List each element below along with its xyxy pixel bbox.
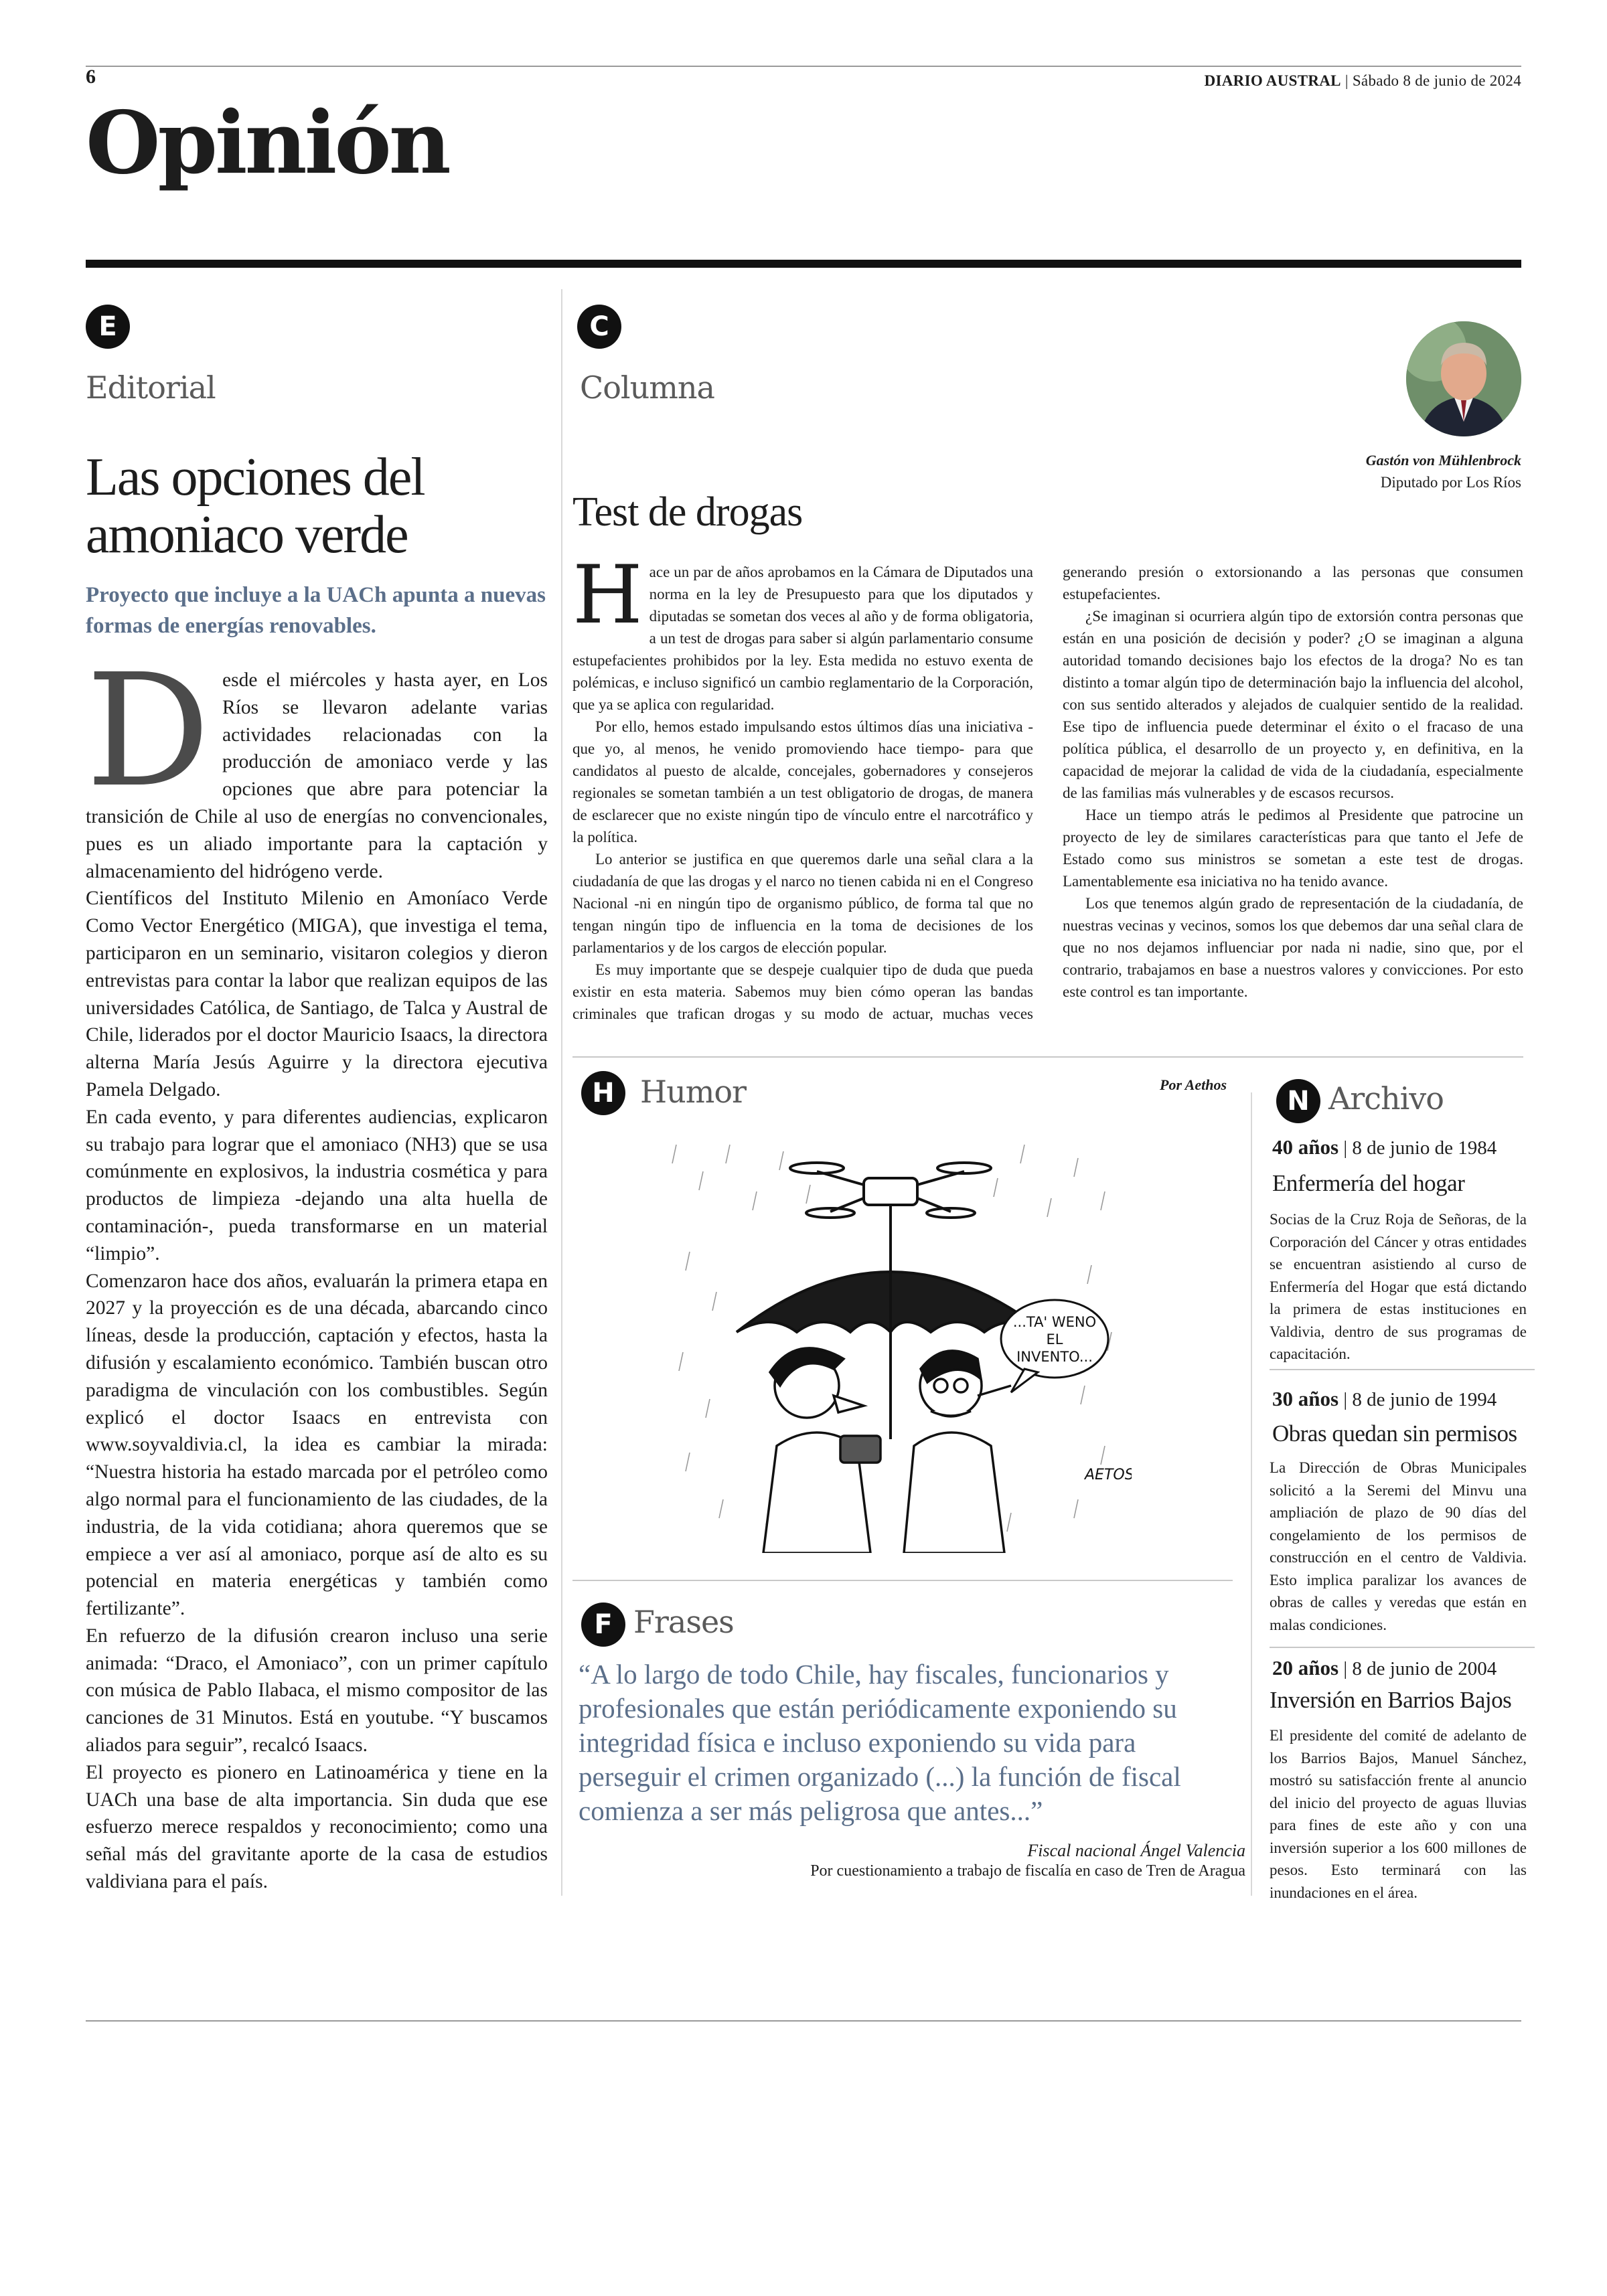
- editorial-dropcap: D: [86, 641, 211, 821]
- archivo-item-title: Obras quedan sin permisos: [1272, 1420, 1517, 1447]
- column-divider: [561, 289, 562, 1896]
- section-title: Opinión: [86, 93, 449, 193]
- section-divider: [572, 1056, 1523, 1058]
- editorial-paragraph: Científicos del Instituto Milenio en Amoníaco Verde Como Vector Energético (MIGA), que investiga el tema, participaron en un seminario, visitaron colegios y dieron entrevistas para contar la labor que realizan equipos de las universidades Católica, de Santiago, de Talca y Austral de Chile, liderados por el doctor Mauricio Isaacs, la directora alterna María Jesús Aguirre y la directora ejecutiva Pamela Delgado.: [86, 888, 548, 1100]
- quote-context: Por cuestionamiento a trabajo de fiscalía en caso de Tren de Aragua: [810, 1862, 1245, 1880]
- cartoon-drawing: [663, 1131, 1132, 1553]
- section-divider: [572, 1580, 1233, 1581]
- top-rule: [86, 66, 1521, 67]
- humor-credit: Por Aethos: [1160, 1076, 1227, 1093]
- column-paragraph: Hace un tiempo atrás le pedimos al Presidente que patrocine un proyecto de ley de similares características para que tanto el Jefe de Estado como sus ministros se sometan a este test de drogas. Lamentablemente esa iniciativa no ha tenido avance.: [1063, 807, 1523, 890]
- editorial-paragraph: El proyecto es pionero en Latinoamérica y tiene en la UACh una base de alta importancia. Sin duda que ese esfuerzo merece respaldos y reconocimiento; como una señal más del gravitante aporte de la casa de estudios valdiviana para el país.: [86, 1761, 548, 1893]
- frases-kicker: Frases: [633, 1604, 734, 1640]
- editorial-paragraph: En cada evento, y para diferentes audiencias, explicaron su trabajo para lograr que el amoniaco (NH3) que se usa comúnmente en explosivos, la industria cosmética y para productos de limpieza -dejando una alta huella de contaminación-, pueda transformarse en un material “limpio”.: [86, 1106, 548, 1264]
- speech-line: ...TA' WENO: [1012, 1314, 1097, 1330]
- column-paragraph: Lo anterior se justifica en que queremos darle una señal clara a la ciudadanía de que las drogas y el narco no tienen cabida ni en el Congreso Nacional -ni en ningún tipo de organismo público, de forma tal que no tengan ningún tipo de influencia en la toma de decisiones de los parlamentarios y de los cargos de elección popular.: [572, 851, 1033, 956]
- page-number: 6: [86, 66, 96, 88]
- quote-author: Fiscal nacional Ángel Valencia: [1027, 1841, 1245, 1860]
- archivo-rule: [1270, 1369, 1535, 1370]
- column-badge: C: [577, 305, 621, 349]
- author-role: Diputado por Los Ríos: [1380, 474, 1521, 491]
- archivo-item-text: La Dirección de Obras Municipales solicitó a la Seremi del Minvu una ampliación de plazo de 90 días del congelamiento de los permisos de construcción en el centro de Valdivia. Esto implica paralizar los avances de obras de calles y veredas que están en malas condiciones.: [1270, 1459, 1527, 1633]
- column-kicker: Columna: [580, 370, 714, 406]
- bottom-rule: [86, 2020, 1521, 2022]
- masthead-separator: |: [1341, 72, 1353, 89]
- author-name: Gastón von Mühlenbrock: [1365, 452, 1521, 469]
- cartoon-signature: AETOS: [1085, 1467, 1132, 1483]
- humor-kicker: Humor: [640, 1074, 747, 1110]
- editorial-headline: Las opciones del amoniaco verde: [86, 448, 425, 564]
- archivo-rule: [1270, 1647, 1535, 1648]
- column-paragraph: Los que tenemos algún grado de representación de la ciudadanía, de nuestras vecinas y vecinos, somos los que debemos dar una señal clara de que no nos dejamos influenciar por nada ni nadie, sino que, por el contrario, trabajamos en base a nuestros valores y convicciones. Por esto este control es tan importante.: [1063, 895, 1523, 1000]
- column-dropcap: H: [572, 549, 643, 642]
- archivo-item-text: El presidente del comité de adelanto de los Barrios Bajos, Manuel Sánchez, mostró su satisfacción frente al anuncio del inicio del proyecto de aguas lluvias para fines de este año y con una inversión superior a los 600 millones de pesos. Esto terminará con las inundaciones en el área.: [1270, 1727, 1527, 1901]
- editorial-body: [86, 641, 548, 1896]
- author-photo: [1406, 321, 1521, 436]
- archivo-kicker: Archivo: [1328, 1080, 1444, 1117]
- archivo-item-date: 30 años | 8 de junio de 1994: [1272, 1387, 1497, 1410]
- frases-badge: F: [581, 1603, 625, 1647]
- publication-name: DIARIO AUSTRAL: [1204, 72, 1341, 89]
- archivo-item-text: Socias de la Cruz Roja de Señoras, de la Corporación del Cáncer y otras entidades se encuentran asistiendo al curso de Enfermería del Hogar que está dictando la primera de estas instituciones en Valdivia, dentro de sus programas de capacitación.: [1270, 1211, 1527, 1362]
- column-paragraph: ¿Se imaginan si ocurriera algún tipo de extorsión contra personas que están en una posición de decisión y poder? ¿O se imaginan a alguna autoridad tomando decisiones bajo los efectos de la droga? No es tan distinto a tomar algún tipo de determinación bajo la influencia del alcohol, con sus sentido alterados y alejados de cualquier sentido de la realidad. Ese tipo de influencia puede determinar el éxito o el fracaso de una política pública, el desarrollo de un proyecto y, en definitiva, en la capacidad de mejorar la calidad de vida de la ciudadanía, especialmente de las familias más vulnerables y de escasos recursos.: [1063, 608, 1523, 801]
- humor-badge: H: [581, 1071, 625, 1115]
- section-rule: [86, 260, 1521, 268]
- archivo-item-date: 20 años | 8 de junio de 2004: [1272, 1656, 1497, 1679]
- editorial-paragraph: Comenzaron hace dos años, evaluarán la primera etapa en 2027 y la proyección es de una década, abarcando cinco líneas, desde la producción, captación y efectos, hasta la difusión y escalamiento económico. También buscan otro paradigma de vinculación con los combustibles. Según explicó el doctor Isaacs en entrevista con www.soyvaldivia.cl, la idea es cambiar la mirada: “Nuestra historia ha estado marcada por el petróleo como algo normal para el funcionamiento de las ciudades, de la industria, de la vida cotidiana; ahora queremos que se empiece a ver así al amoniaco, porque así de alto es su potencial en materia energéticas y también como fertilizante”.: [86, 1270, 548, 1620]
- featured-quote: “A lo largo de todo Chile, hay fiscales, funcionarios y profesionales que están periódicamente exponiendo su integridad física e incluso exponiendo su vida para perseguir el crimen organizado (...) la función de fiscal comienza a ser más peligrosa que antes...”: [579, 1659, 1181, 1826]
- editorial-subhead: Proyecto que incluye a la UACh apunta a nuevas formas de energías renovables.: [86, 583, 546, 638]
- masthead: [1205, 72, 1521, 90]
- archivo-badge: N: [1276, 1079, 1320, 1123]
- editorial-badge: E: [86, 305, 130, 349]
- humor-cartoon: [663, 1131, 1132, 1553]
- speech-line: INVENTO...: [1016, 1349, 1093, 1365]
- archivo-item-title: Enfermería del hogar: [1272, 1170, 1465, 1196]
- column-paragraph: Hace un par de años aprobamos en la Cámara de Diputados una norma en la ley de Presupuesto para que los diputados y diputadas se sometan dos veces al año y de forma obligatoria, a un test de drogas para saber si algún parlamentario consume estupefacientes prohibidos por la ley. Esta medida no estuvo exenta de polémicas, e incluso significó un cambio reglamentario de la Corporación, que ya se aplica con regularidad.: [572, 549, 1033, 713]
- publication-date: Sábado 8 de junio de 2024: [1352, 72, 1521, 89]
- archivo-item-date: 40 años | 8 de junio de 1984: [1272, 1135, 1497, 1159]
- column-paragraph: Por ello, hemos estado impulsando estos últimos días una iniciativa -que yo, al menos, he venido promoviendo hace tiempo- para que candidatos al puesto de alcalde, concejales, gobernadores y consejeros regionales se sometan también a un test obligatorio de drogas, de manera de esclarecer que no existe ningún tipo de vínculo entre el narcotráfico y la política.: [572, 718, 1033, 845]
- speech-line: EL: [1046, 1331, 1063, 1347]
- column-paragraph: Es muy importante que se despeje cualquier tipo de duda que pueda existir en esta materia. Sabemos muy bien cómo operan las bandas criminales que trafican drogas y su modo de actuar, muchas veces generando presión o extorsionando a las personas que consumen estupefacientes.: [572, 564, 1523, 1022]
- column-headline: Test de drogas: [572, 489, 803, 535]
- archivo-item-title: Inversión en Barrios Bajos: [1270, 1687, 1512, 1713]
- editorial-paragraph: Desde el miércoles y hasta ayer, en Los Ríos se llevaron adelante varias actividades relacionadas con la producción de amoniaco verde y las opciones que abre para potenciar la transición de Chile al uso de energías no convencionales, pues es un aliado importante para la captación y almacenamiento del hidrógeno verde.: [86, 641, 548, 882]
- column-divider: [1251, 1092, 1252, 1896]
- editorial-kicker: Editorial: [86, 370, 216, 406]
- editorial-paragraph: En refuerzo de la difusión crearon incluso una serie animada: “Draco, el Amoniaco”, con un primer capítulo con música de Pablo Ilabaca, el mismo compositor de las canciones de 31 Minutos. Está en youtube. “Y buscamos aliados para seguir”, recalcó Isaacs.: [86, 1625, 548, 1756]
- column-body: [572, 549, 1523, 1025]
